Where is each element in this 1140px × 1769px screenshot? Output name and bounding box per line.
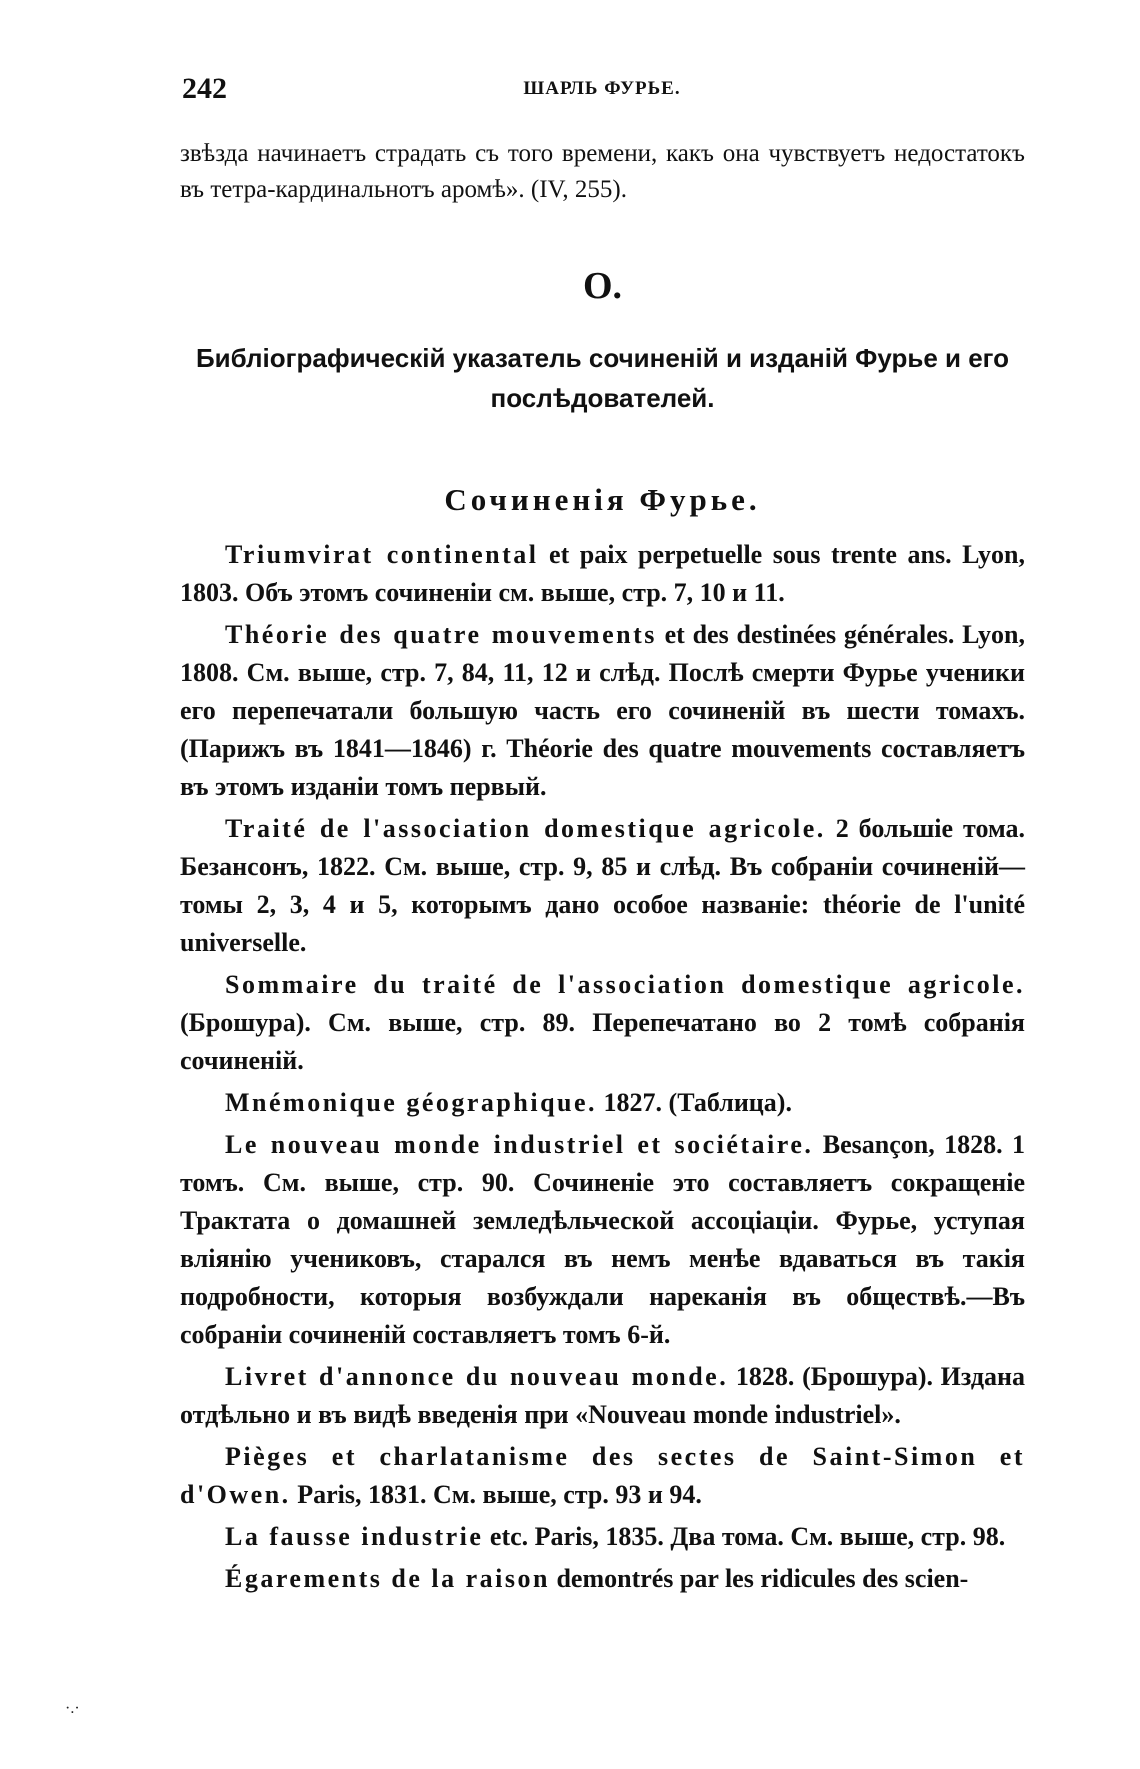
entry-title: Théorie des quatre mouvements [225,620,657,649]
entry-title: Sommaire du traité de l'association domestique agricole. [225,970,1025,999]
entry-text: 1827. (Таблица). [597,1088,792,1117]
entry-text: 2 большіе тома. Безансонъ, 1822. См. выше, стр. 9, 85 и слѣд. Въ собраніи сочиненій— томы 2, 3, 4 и 5, которымъ дано особое названіе: théorie de l'unité universelle. [180,814,1025,957]
entry-title: Pièges et charlatanisme des sectes de Saint-Simon et d'Owen. [180,1442,1025,1509]
entry-text: 1828. (Брошура). Издана отдѣльно и въ видѣ введенія при «Nouveau monde industriel». [180,1362,1026,1429]
bibliography-entry [180,616,1025,806]
entry-text: etc. Paris, 1835. Два тома. См. выше, стр. 98. [483,1522,1006,1551]
section-heading-line: Библіографическій указатель сочиненій и изданій Фурье и его [195,343,1010,373]
bibliography-entry [180,1438,1025,1514]
entry-text: et des destinées générales. Lyon, 1808. См. выше, стр. 7, 84, 11, 12 и слѣд. Послѣ смерти Фурье ученики его перепечатали большую часть его сочиненій въ шести томахъ. (Парижъ въ 1841—1846) г. Théorie des quatre mouvements составляетъ въ этомъ изданіи томъ первый. [180,620,1026,801]
entry-text: Paris, 1831. См. выше, стр. 93 и 94. [290,1480,702,1509]
scan-speck: ·.· [65,1700,80,1717]
entry-title: Égarements de la raison [225,1564,550,1593]
entry-title: Mnémonique géographique. [225,1088,598,1117]
carryover-paragraph: звѣзда начинаетъ страдать съ того времени, какъ она чувствуетъ недостатокъ въ тетра-кардинальнотъ аромѣ». (IV, 255). [180,140,1025,203]
bibliography-entry [180,536,1025,612]
page-number: 242 [182,72,227,105]
entry-text: Besançon, 1828. 1 томъ. См. выше, стр. 90. Сочиненіе это составляетъ сокращеніе Трактата о домашней земледѣльческой ассоціаціи. Фурье, уступая вліянію учениковъ, старался въ немъ менѣе вдаваться въ такія подробности, которыя возбуждали нареканія въ обществѣ.—Въ собраніи сочиненій составляетъ томъ 6-й. [180,1130,1025,1349]
bibliography-entry [180,1084,1025,1122]
entry-title: Le nouveau monde industriel et sociétaire. [225,1130,814,1159]
bibliography-entry [180,1126,1025,1354]
entry-title: Traité de l'association domestique agricole. [225,814,826,843]
bibliography-entry [180,1358,1025,1434]
subsection-heading: Сочиненія Фурье. [444,482,761,517]
running-header [182,72,1022,108]
bibliography-entry [180,810,1025,962]
bibliography-entry [180,1518,1025,1556]
section-heading [180,338,1025,418]
section-letter: O. [582,265,623,307]
entry-title: La fausse industrie [225,1522,484,1551]
entry-text: demontrés par les ridicules des scien- [549,1564,969,1593]
bibliography-list [180,536,1025,1598]
entry-text: et paix perpetuelle sous trente ans. Lyon, 1803. Объ этомъ сочиненіи см. выше, стр. 7, 10 и 11. [180,540,1025,607]
running-title: ШАРЛЬ ФУРЬЕ. [523,78,681,99]
section-heading-line: послѣдователей. [490,383,715,413]
entry-title: Livret d'annonce du nouveau monde. [225,1362,729,1391]
bibliography-entry [180,966,1025,1080]
entry-title: Triumvirat continental [225,540,539,569]
entry-text: (Брошура). См. выше, стр. 89. Перепечатано во 2 томѣ собранія сочиненій. [180,1008,1025,1075]
bibliography-entry [180,1560,1025,1598]
page-body [180,136,1025,1602]
